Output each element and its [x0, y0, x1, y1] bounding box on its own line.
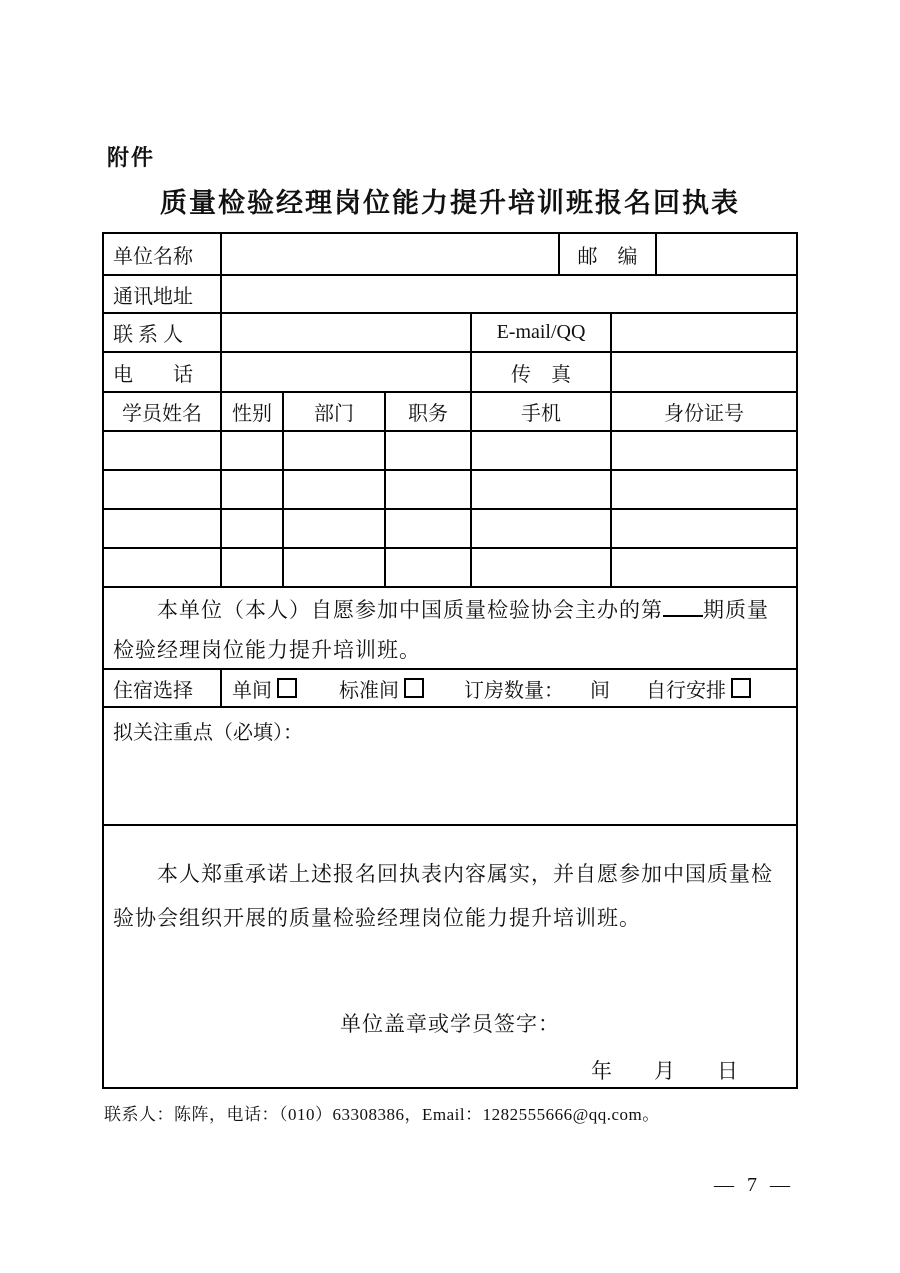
- phone-field[interactable]: [220, 353, 470, 391]
- signature-label: 单位盖章或学员签字：: [340, 1012, 560, 1036]
- student-cell[interactable]: [220, 549, 282, 586]
- statement-cell: [104, 588, 796, 668]
- mobile-header: 手机: [470, 393, 610, 430]
- focus-row: [104, 706, 796, 824]
- unit-name-field[interactable]: [220, 234, 558, 274]
- statement-part1: 本单位（本人）自愿参加中国质量检验协会主办的第: [157, 598, 663, 622]
- fax-label: 传 真: [470, 353, 610, 391]
- row-contact: [104, 312, 796, 351]
- address-field[interactable]: [220, 276, 796, 312]
- student-cell[interactable]: [384, 432, 470, 469]
- row-address: [104, 274, 796, 312]
- self-arrange-checkbox[interactable]: [731, 678, 751, 698]
- student-cell[interactable]: [610, 510, 796, 547]
- student-cell[interactable]: [282, 432, 384, 469]
- gender-header: 性别: [220, 393, 282, 430]
- id-number-header: 身份证号: [610, 393, 796, 430]
- session-number-blank[interactable]: [663, 613, 703, 617]
- commitment-row: [104, 824, 796, 1087]
- student-cell[interactable]: [282, 549, 384, 586]
- booking-unit-label: 间: [590, 679, 610, 702]
- student-cell[interactable]: [282, 510, 384, 547]
- self-arrange-label: 自行安排: [646, 679, 726, 702]
- single-room-label: 单间: [232, 679, 272, 702]
- fax-field[interactable]: [610, 353, 796, 391]
- focus-label: 拟关注重点（必填）：: [113, 722, 303, 744]
- student-cell[interactable]: [220, 471, 282, 508]
- date-line: 年 月 日: [591, 1059, 738, 1083]
- department-header: 部门: [282, 393, 384, 430]
- accommodation-label: 住宿选择: [113, 679, 193, 702]
- focus-field[interactable]: [104, 708, 796, 824]
- student-cell[interactable]: [220, 510, 282, 547]
- page-title: 质量检验经理岗位能力提升培训班报名回执表: [160, 188, 740, 218]
- page-number: — 7 —: [714, 1174, 794, 1196]
- student-cell[interactable]: [470, 471, 610, 508]
- statement-text: [104, 588, 796, 668]
- booking-quantity-label: 订房数量：: [464, 679, 564, 702]
- contact-footer: 联系人：陈阵，电话：（010）63308386，Email：1282555666@qq.com。: [104, 1105, 660, 1124]
- student-cell[interactable]: [384, 549, 470, 586]
- student-cell[interactable]: [610, 432, 796, 469]
- address-label: 通讯地址: [113, 285, 193, 308]
- student-row: [104, 547, 796, 586]
- student-cell[interactable]: [610, 471, 796, 508]
- student-cell[interactable]: [470, 549, 610, 586]
- student-cell[interactable]: [282, 471, 384, 508]
- student-cell[interactable]: [384, 510, 470, 547]
- student-row: [104, 469, 796, 508]
- single-room-checkbox[interactable]: [277, 678, 297, 698]
- standard-room-label: 标准间: [339, 679, 399, 702]
- student-cell[interactable]: [384, 471, 470, 508]
- student-cell[interactable]: [220, 432, 282, 469]
- student-name-header: 学员姓名: [122, 403, 202, 425]
- postal-code-label: 邮 编: [558, 234, 655, 274]
- student-cell[interactable]: [104, 549, 220, 586]
- statement-row: [104, 586, 796, 668]
- student-row: [104, 508, 796, 547]
- registration-form-table: [102, 232, 798, 1089]
- commitment-text: 本人郑重承诺上述报名回执表内容属实，并自愿参加中国质量检验协会组织开展的质量检验经理岗位能力提升培训班。: [113, 862, 773, 930]
- student-row: [104, 430, 796, 469]
- contact-person-label: 联 系 人: [113, 324, 183, 346]
- student-cell[interactable]: [104, 432, 220, 469]
- commitment-cell: [104, 826, 796, 1087]
- accommodation-row: [104, 668, 796, 706]
- email-qq-field[interactable]: [610, 314, 796, 351]
- student-header-row: [104, 391, 796, 430]
- standard-room-checkbox[interactable]: [404, 678, 424, 698]
- accommodation-options: [220, 670, 796, 706]
- student-cell[interactable]: [610, 549, 796, 586]
- contact-person-field[interactable]: [220, 314, 470, 351]
- row-unit-name: [104, 234, 796, 274]
- student-cell[interactable]: [104, 510, 220, 547]
- unit-name-label: 单位名称: [113, 245, 193, 268]
- statement-part2: 期质量检验经理岗位能力提升培训班。: [113, 598, 769, 662]
- student-cell[interactable]: [470, 432, 610, 469]
- student-cell[interactable]: [470, 510, 610, 547]
- position-header: 职务: [384, 393, 470, 430]
- student-cell[interactable]: [104, 471, 220, 508]
- phone-label: 电 话: [113, 363, 193, 386]
- email-qq-label: E-mail/QQ: [470, 314, 610, 351]
- row-phone: [104, 351, 796, 391]
- attachment-label: 附件: [107, 145, 156, 170]
- postal-code-field[interactable]: [655, 234, 796, 274]
